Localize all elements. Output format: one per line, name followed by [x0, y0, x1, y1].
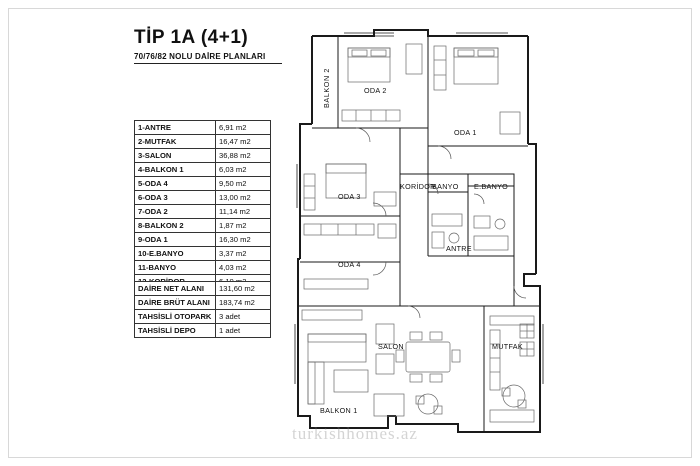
summary-label: TAHSİSLİ DEPO	[135, 324, 216, 338]
room-name: 2-MUTFAK	[135, 135, 216, 149]
table-row	[135, 233, 271, 247]
room-name: 6-ODA 3	[135, 191, 216, 205]
table-row	[135, 135, 271, 149]
table-row	[135, 310, 271, 324]
room-name: 10-E.BANYO	[135, 247, 216, 261]
label-balkon1: BALKON 1	[320, 406, 358, 415]
label-ebanyo: E.BANYO	[474, 182, 509, 191]
room-area: 3,37 m2	[216, 247, 271, 261]
label-oda4: ODA 4	[338, 260, 361, 269]
page-title: TİP 1A (4+1)	[134, 27, 249, 48]
room-area-table	[134, 120, 271, 289]
summary-value: 131,60 m2	[216, 282, 271, 296]
table-row	[135, 282, 271, 296]
summary-table	[134, 281, 271, 338]
room-name: 1-ANTRE	[135, 121, 216, 135]
table-row	[135, 296, 271, 310]
table-row	[135, 324, 271, 338]
room-area: 1,87 m2	[216, 219, 271, 233]
table-row	[135, 149, 271, 163]
table-row	[135, 261, 271, 275]
room-name: 5-ODA 4	[135, 177, 216, 191]
room-area: 16,47 m2	[216, 135, 271, 149]
title-block	[134, 28, 284, 64]
floor-plan-drawing	[278, 24, 558, 439]
summary-value: 183,74 m2	[216, 296, 271, 310]
plan-svg	[278, 24, 558, 439]
summary-value: 3 adet	[216, 310, 271, 324]
table-row	[135, 163, 271, 177]
page-subtitle: 70/76/82 NOLU DAİRE PLANLARI	[134, 51, 266, 61]
label-oda3: ODA 3	[338, 192, 361, 201]
label-mutfak: MUTFAK	[492, 342, 523, 351]
table-row	[135, 191, 271, 205]
table-row	[135, 247, 271, 261]
watermark: turkishhomes.az	[292, 424, 418, 443]
table-row	[135, 121, 271, 135]
label-oda2: ODA 2	[364, 86, 387, 95]
label-antre: ANTRE	[446, 244, 472, 253]
room-area: 13,00 m2	[216, 191, 271, 205]
room-name: 3-SALON	[135, 149, 216, 163]
room-name: 4-BALKON 1	[135, 163, 216, 177]
label-koridor: KORİDOR	[400, 182, 436, 191]
table-row	[135, 177, 271, 191]
label-balkon2: BALKON 2	[322, 68, 331, 108]
room-area: 4,03 m2	[216, 261, 271, 275]
label-oda1: ODA 1	[454, 128, 477, 137]
room-name: 8-BALKON 2	[135, 219, 216, 233]
room-area: 11,14 m2	[216, 205, 271, 219]
room-area: 6,03 m2	[216, 163, 271, 177]
room-name: 11-BANYO	[135, 261, 216, 275]
label-salon: SALON	[378, 342, 404, 351]
room-area: 16,30 m2	[216, 233, 271, 247]
summary-label: DAİRE NET ALANI	[135, 282, 216, 296]
summary-label: DAİRE BRÜT ALANI	[135, 296, 216, 310]
room-area: 36,88 m2	[216, 149, 271, 163]
table-row	[135, 219, 271, 233]
room-name: 9-ODA 1	[135, 233, 216, 247]
title-divider	[134, 63, 282, 64]
summary-value: 1 adet	[216, 324, 271, 338]
summary-label: TAHSİSLİ OTOPARK	[135, 310, 216, 324]
table-row	[135, 205, 271, 219]
label-banyo: BANYO	[432, 182, 459, 191]
room-area: 9,50 m2	[216, 177, 271, 191]
room-name: 7-ODA 2	[135, 205, 216, 219]
room-area: 6,91 m2	[216, 121, 271, 135]
